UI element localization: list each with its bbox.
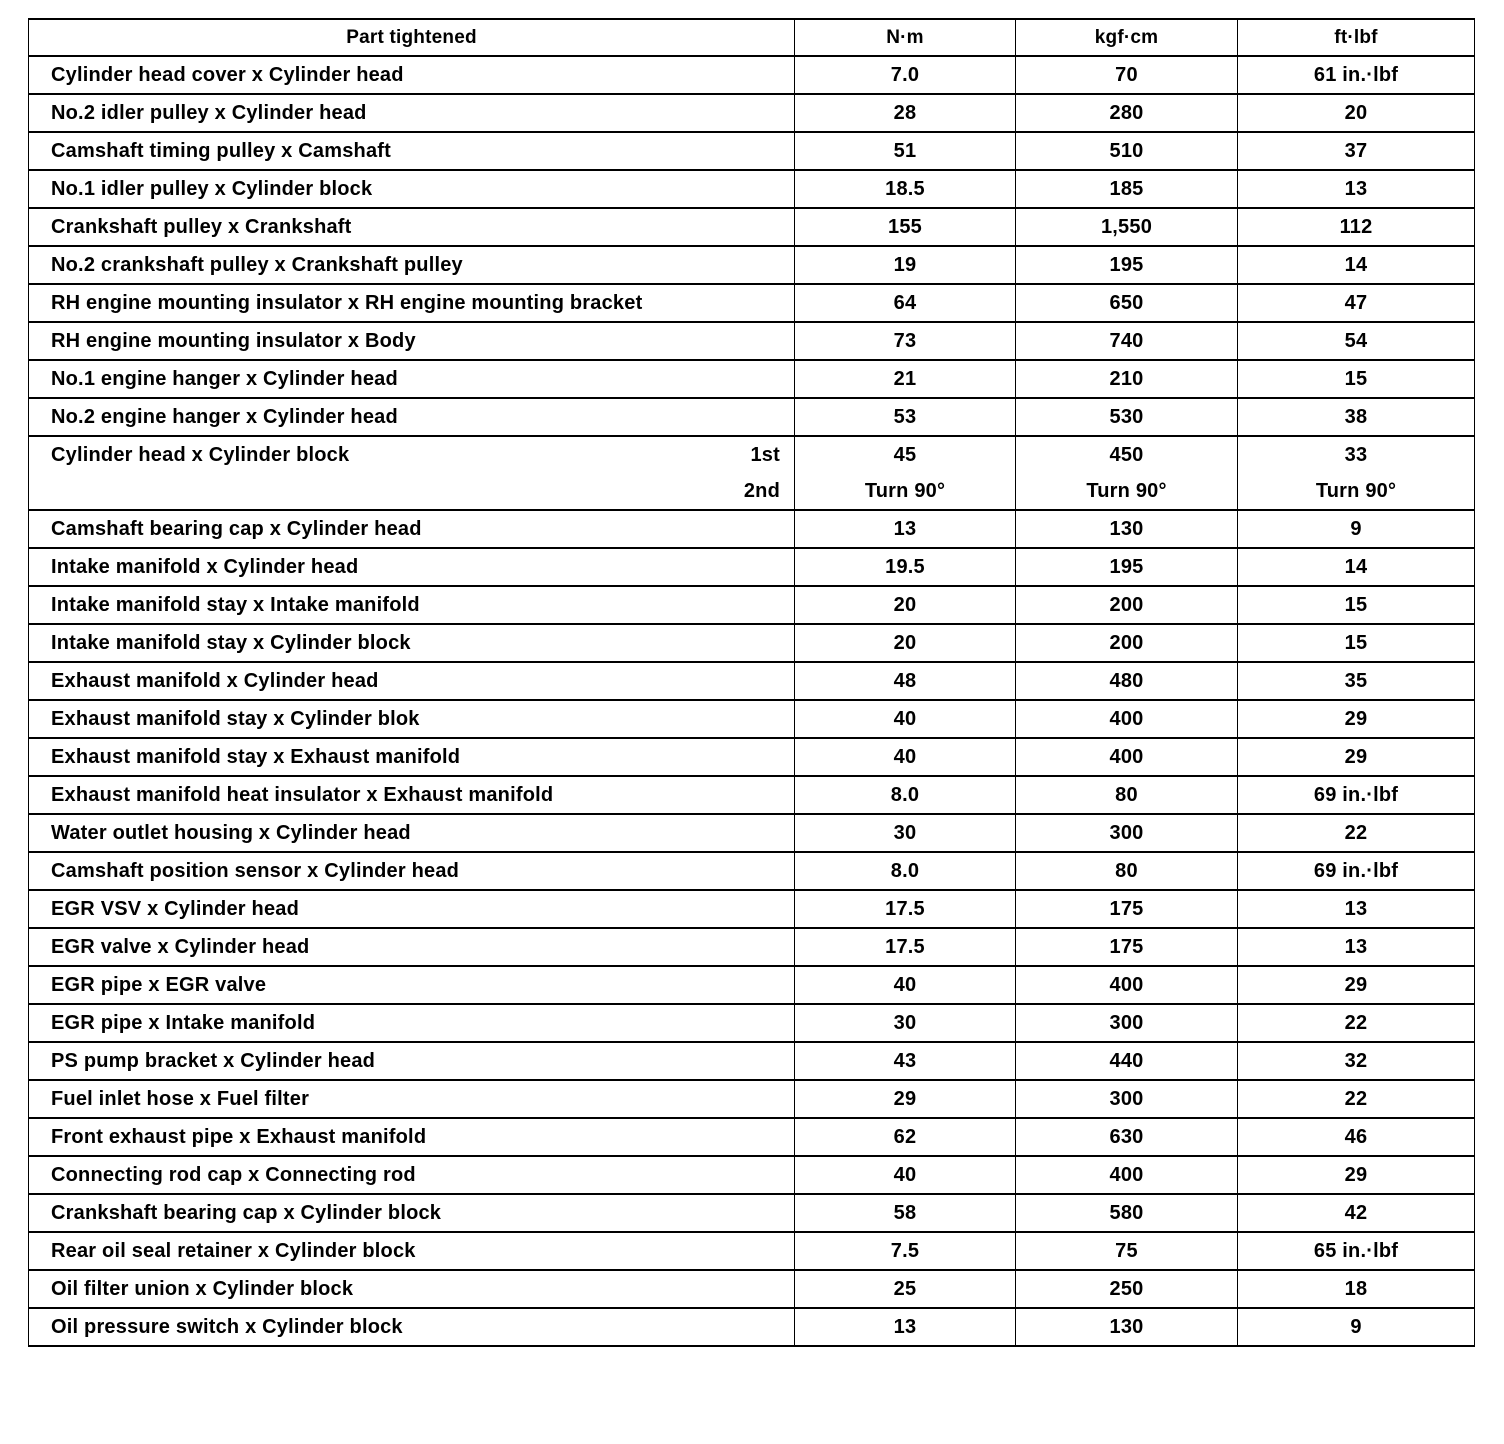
table-row: [29, 170, 1475, 208]
kgf-cell: 300: [1016, 1080, 1238, 1118]
ftlb-cell: 61 in.·lbf: [1238, 56, 1475, 94]
table-row: [29, 1194, 1475, 1232]
nm-cell: 17.5: [795, 928, 1016, 966]
nm-cell: 19.5: [795, 548, 1016, 586]
nm-cell: 51: [795, 132, 1016, 170]
kgf-cell: 70: [1016, 56, 1238, 94]
kgf-value-2: Turn 90°: [1086, 480, 1167, 502]
step-labels: [744, 437, 784, 509]
ftlb-cell: 29: [1238, 966, 1475, 1004]
ftlb-cell: 22: [1238, 1004, 1475, 1042]
nm-value-2: Turn 90°: [864, 480, 946, 502]
kgf-cell: 200: [1016, 624, 1238, 662]
table-row: [29, 246, 1475, 284]
ftlb-cell: 38: [1238, 398, 1475, 436]
ftlb-cell: 32: [1238, 1042, 1475, 1080]
kgf-cell: 510: [1016, 132, 1238, 170]
part-cell: EGR pipe x EGR valve: [29, 966, 795, 1004]
ftlb-value-2: Turn 90°: [1315, 480, 1397, 502]
table-row: [29, 132, 1475, 170]
part-cell: Rear oil seal retainer x Cylinder block: [29, 1232, 795, 1270]
header-kgf: kgf·cm: [1016, 19, 1238, 56]
header-nm: N·m: [795, 19, 1016, 56]
part-cell: RH engine mounting insulator x RH engine mounting bracket: [29, 284, 795, 322]
part-cell: Crankshaft pulley x Crankshaft: [29, 208, 795, 246]
part-cell: Front exhaust pipe x Exhaust manifold: [29, 1118, 795, 1156]
nm-cell: 18.5: [795, 170, 1016, 208]
kgf-cell: 400: [1016, 738, 1238, 776]
kgf-cell: 80: [1016, 776, 1238, 814]
ftlb-cell: 47: [1238, 284, 1475, 322]
nm-cell: 64: [795, 284, 1016, 322]
table-row: [29, 284, 1475, 322]
part-cell: Intake manifold stay x Cylinder block: [29, 624, 795, 662]
nm-cell: 20: [795, 586, 1016, 624]
part-cell: Camshaft bearing cap x Cylinder head: [29, 510, 795, 548]
table-row: [29, 56, 1475, 94]
table-row: [29, 322, 1475, 360]
ftlb-cell: 22: [1238, 814, 1475, 852]
ftlb-cell: 29: [1238, 700, 1475, 738]
nm-cell: 58: [795, 1194, 1016, 1232]
table-row: [29, 1080, 1475, 1118]
table-body-bottom: [29, 510, 1475, 1346]
nm-cell: 8.0: [795, 852, 1016, 890]
kgf-cell: 400: [1016, 966, 1238, 1004]
part-label: Cylinder head x Cylinder block: [51, 444, 350, 466]
nm-cell: 40: [795, 966, 1016, 1004]
kgf-cell: 530: [1016, 398, 1238, 436]
kgf-cell: 280: [1016, 94, 1238, 132]
ftlb-cell: 13: [1238, 890, 1475, 928]
kgf-cell: 300: [1016, 1004, 1238, 1042]
part-cell: Cylinder head cover x Cylinder head: [29, 56, 795, 94]
kgf-cell: 480: [1016, 662, 1238, 700]
table-row: [29, 738, 1475, 776]
header-row: [29, 19, 1475, 56]
table-row: [29, 700, 1475, 738]
kgf-cell: 580: [1016, 1194, 1238, 1232]
table-row-two-step: [29, 436, 1475, 510]
nm-value-1: 45: [893, 444, 917, 466]
kgf-cell: 740: [1016, 322, 1238, 360]
ftlb-cell: 35: [1238, 662, 1475, 700]
ftlb-cell: 112: [1238, 208, 1475, 246]
table-row: [29, 398, 1475, 436]
ftlb-cell: 22: [1238, 1080, 1475, 1118]
kgf-cell: 400: [1016, 1156, 1238, 1194]
step-nm-cell: [795, 436, 1016, 510]
ftlb-cell: 29: [1238, 1156, 1475, 1194]
ftlb-cell: 65 in.·lbf: [1238, 1232, 1475, 1270]
table-body-top: [29, 56, 1475, 436]
table-row: [29, 586, 1475, 624]
ftlb-cell: 20: [1238, 94, 1475, 132]
ftlb-cell: 13: [1238, 170, 1475, 208]
ftlb-cell: 9: [1238, 510, 1475, 548]
nm-cell: 62: [795, 1118, 1016, 1156]
ftlb-cell: 69 in.·lbf: [1238, 852, 1475, 890]
part-cell: Camshaft timing pulley x Camshaft: [29, 132, 795, 170]
table-row: [29, 928, 1475, 966]
ftlb-cell: 29: [1238, 738, 1475, 776]
table-row: [29, 814, 1475, 852]
ftlb-cell: 14: [1238, 548, 1475, 586]
nm-cell: 30: [795, 1004, 1016, 1042]
step-1-label: 1st: [750, 444, 780, 466]
table-row: [29, 1042, 1475, 1080]
step-2-label: 2nd: [743, 480, 780, 502]
kgf-cell: 1,550: [1016, 208, 1238, 246]
ftlb-cell: 15: [1238, 586, 1475, 624]
torque-spec-table: [28, 18, 1475, 1347]
table-row: [29, 890, 1475, 928]
ftlb-cell: 54: [1238, 322, 1475, 360]
nm-cell: 53: [795, 398, 1016, 436]
table-row: [29, 548, 1475, 586]
table-row: [29, 1156, 1475, 1194]
ftlb-cell: 9: [1238, 1308, 1475, 1346]
header-part: Part tightened: [29, 19, 795, 56]
part-cell: Oil filter union x Cylinder block: [29, 1270, 795, 1308]
nm-cell: 48: [795, 662, 1016, 700]
nm-cell: 43: [795, 1042, 1016, 1080]
nm-cell: 40: [795, 1156, 1016, 1194]
part-cell: EGR pipe x Intake manifold: [29, 1004, 795, 1042]
nm-cell: 17.5: [795, 890, 1016, 928]
part-cell: Exhaust manifold x Cylinder head: [29, 662, 795, 700]
kgf-cell: 130: [1016, 1308, 1238, 1346]
ftlb-value-1: 33: [1344, 444, 1368, 466]
kgf-cell: 300: [1016, 814, 1238, 852]
part-cell: Intake manifold stay x Intake manifold: [29, 586, 795, 624]
nm-cell: 13: [795, 1308, 1016, 1346]
kgf-cell: 185: [1016, 170, 1238, 208]
table-row: [29, 1232, 1475, 1270]
kgf-cell: 440: [1016, 1042, 1238, 1080]
table-row: [29, 510, 1475, 548]
table-body-step: [29, 436, 1475, 510]
part-cell: EGR VSV x Cylinder head: [29, 890, 795, 928]
kgf-value-1: 450: [1109, 444, 1144, 466]
ftlb-cell: 18: [1238, 1270, 1475, 1308]
nm-cell: 20: [795, 624, 1016, 662]
nm-cell: 40: [795, 700, 1016, 738]
table-row: [29, 94, 1475, 132]
part-cell: Oil pressure switch x Cylinder block: [29, 1308, 795, 1346]
table-row: [29, 624, 1475, 662]
part-cell: Fuel inlet hose x Fuel filter: [29, 1080, 795, 1118]
part-cell: Crankshaft bearing cap x Cylinder block: [29, 1194, 795, 1232]
kgf-cell: 175: [1016, 928, 1238, 966]
kgf-cell: 175: [1016, 890, 1238, 928]
nm-cell: 30: [795, 814, 1016, 852]
ftlb-cell: 15: [1238, 360, 1475, 398]
nm-cell: 28: [795, 94, 1016, 132]
part-cell: No.2 idler pulley x Cylinder head: [29, 94, 795, 132]
nm-cell: 7.0: [795, 56, 1016, 94]
part-cell: Intake manifold x Cylinder head: [29, 548, 795, 586]
part-cell: RH engine mounting insulator x Body: [29, 322, 795, 360]
nm-cell: 25: [795, 1270, 1016, 1308]
nm-cell: 13: [795, 510, 1016, 548]
step-ftlb-cell: [1238, 436, 1475, 510]
kgf-cell: 250: [1016, 1270, 1238, 1308]
header-ftlb: ft·lbf: [1238, 19, 1475, 56]
kgf-cell: 130: [1016, 510, 1238, 548]
kgf-cell: 650: [1016, 284, 1238, 322]
nm-cell: 40: [795, 738, 1016, 776]
kgf-cell: 195: [1016, 548, 1238, 586]
nm-cell: 73: [795, 322, 1016, 360]
table-row: [29, 1118, 1475, 1156]
ftlb-cell: 42: [1238, 1194, 1475, 1232]
part-cell: No.2 engine hanger x Cylinder head: [29, 398, 795, 436]
part-cell: Connecting rod cap x Connecting rod: [29, 1156, 795, 1194]
kgf-cell: 195: [1016, 246, 1238, 284]
kgf-cell: 400: [1016, 700, 1238, 738]
ftlb-cell: 37: [1238, 132, 1475, 170]
part-cell: No.2 crankshaft pulley x Crankshaft pulley: [29, 246, 795, 284]
ftlb-cell: 46: [1238, 1118, 1475, 1156]
ftlb-cell: 14: [1238, 246, 1475, 284]
table-row: [29, 208, 1475, 246]
ftlb-cell: 13: [1238, 928, 1475, 966]
kgf-cell: 80: [1016, 852, 1238, 890]
kgf-cell: 75: [1016, 1232, 1238, 1270]
table-row: [29, 776, 1475, 814]
table-row: [29, 852, 1475, 890]
part-cell: Exhaust manifold heat insulator x Exhaust manifold: [29, 776, 795, 814]
nm-cell: 29: [795, 1080, 1016, 1118]
table-row: [29, 1308, 1475, 1346]
nm-cell: 7.5: [795, 1232, 1016, 1270]
nm-cell: 21: [795, 360, 1016, 398]
table-row: [29, 1004, 1475, 1042]
step-part-cell: [29, 436, 795, 510]
part-cell: Water outlet housing x Cylinder head: [29, 814, 795, 852]
table-row: [29, 360, 1475, 398]
step-kgf-cell: [1016, 436, 1238, 510]
nm-cell: 19: [795, 246, 1016, 284]
part-cell: No.1 idler pulley x Cylinder block: [29, 170, 795, 208]
part-cell: EGR valve x Cylinder head: [29, 928, 795, 966]
kgf-cell: 200: [1016, 586, 1238, 624]
kgf-cell: 630: [1016, 1118, 1238, 1156]
ftlb-cell: 69 in.·lbf: [1238, 776, 1475, 814]
part-cell: Exhaust manifold stay x Cylinder blok: [29, 700, 795, 738]
ftlb-cell: 15: [1238, 624, 1475, 662]
part-cell: Exhaust manifold stay x Exhaust manifold: [29, 738, 795, 776]
part-cell: Camshaft position sensor x Cylinder head: [29, 852, 795, 890]
part-cell: No.1 engine hanger x Cylinder head: [29, 360, 795, 398]
part-cell: PS pump bracket x Cylinder head: [29, 1042, 795, 1080]
table-row: [29, 966, 1475, 1004]
nm-cell: 8.0: [795, 776, 1016, 814]
nm-cell: 155: [795, 208, 1016, 246]
table-row: [29, 662, 1475, 700]
table-row: [29, 1270, 1475, 1308]
kgf-cell: 210: [1016, 360, 1238, 398]
